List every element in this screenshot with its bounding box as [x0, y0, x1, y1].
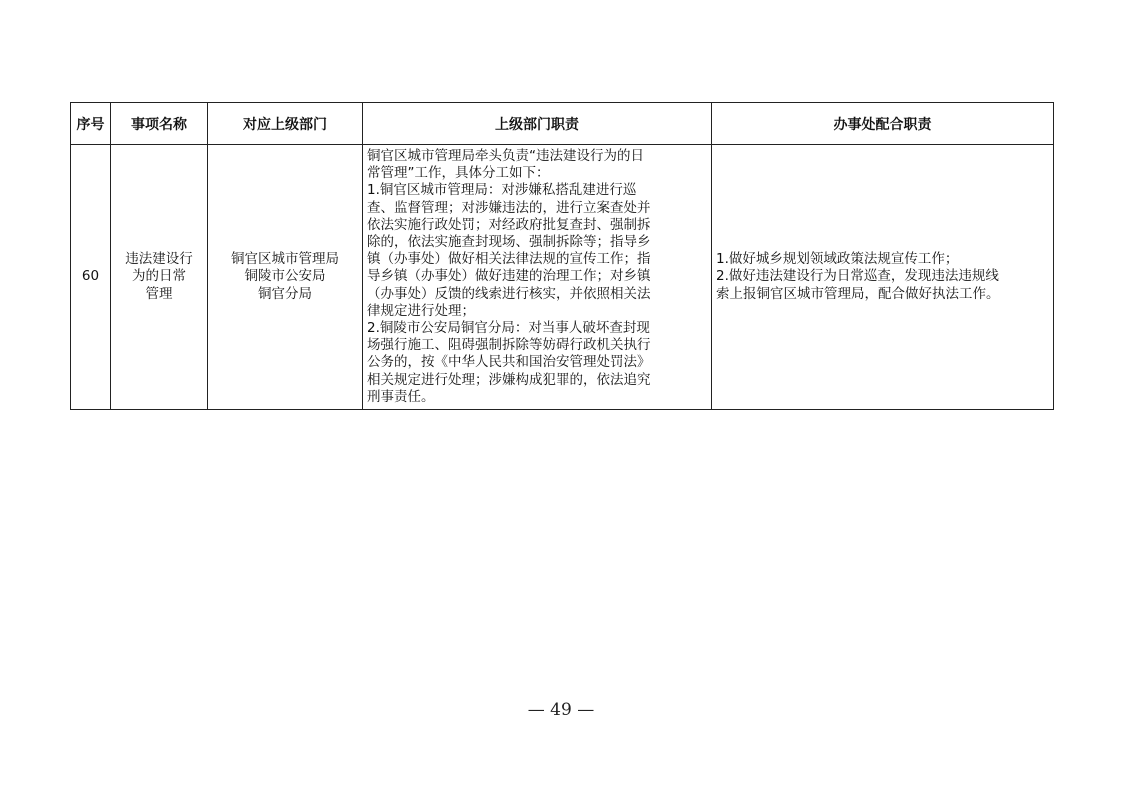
superior-duty-line: 铜官区城市管理局牵头负责“违法建设行为的日 [367, 148, 644, 164]
header-office-duty: 办事处配合职责 [712, 103, 1054, 145]
cell-seq: 60 [71, 145, 111, 410]
superior-duty-line: 依法实施行政处罚；对经政府批复查封、强制拆 [367, 216, 651, 233]
item-name-line: 管理 [145, 285, 173, 302]
superior-duty-line: 常管理”工作，具体分工如下： [367, 165, 550, 182]
superior-duty-line: 公务的，按《中华人民共和国治安管理处罚法》 [367, 354, 651, 371]
superior-duty-line: 1.铜官区城市管理局：对涉嫌私搭乱建进行巡 [367, 182, 637, 199]
dept-line: 铜官分局 [258, 285, 312, 302]
cell-item-name [111, 145, 208, 410]
dept-line: 铜陵市公安局 [244, 268, 326, 285]
superior-duty-line: 刑事责任。 [367, 388, 435, 405]
office-duty-line: 2.做好违法建设行为日常巡查，发现违法违规线 [716, 268, 999, 285]
office-duty-line: 1.做好城乡规划领域政策法规宣传工作； [716, 251, 959, 268]
header-superior-duty: 上级部门职责 [363, 103, 712, 145]
table-header-row [71, 103, 1054, 145]
superior-duty-line: 律规定进行处理； [367, 302, 475, 319]
table-row [71, 145, 1054, 410]
item-name-line: 为的日常 [132, 268, 186, 285]
dept-line: 铜官区城市管理局 [231, 251, 339, 268]
superior-duty-line: 2.铜陵市公安局铜官分局：对当事人破坏查封现 [367, 320, 650, 337]
superior-duty-line: 除的，依法实施查封现场、强制拆除等；指导乡 [367, 234, 651, 251]
superior-duty-line: 镇（办事处）做好相关法律法规的宣传工作；指 [367, 251, 651, 268]
cell-office-duty [712, 145, 1054, 410]
superior-duty-line: 相关规定进行处理；涉嫌构成犯罪的，依法追究 [367, 371, 651, 388]
header-dept: 对应上级部门 [208, 103, 363, 145]
superior-duty-line: 查、监督管理；对涉嫌违法的，进行立案查处并 [367, 199, 651, 216]
duty-table [70, 102, 1054, 410]
office-duty-line: 索上报铜官区城市管理局，配合做好执法工作。 [716, 285, 1000, 302]
superior-duty-line: 场强行施工、阻碍强制拆除等妨碍行政机关执行 [367, 337, 651, 354]
superior-duty-line: （办事处）反馈的线索进行核实，并依照相关法 [367, 285, 651, 302]
item-name-line: 违法建设行 [125, 251, 193, 268]
header-item-name: 事项名称 [111, 103, 208, 145]
header-seq: 序号 [71, 103, 111, 145]
superior-duty-line: 导乡镇（办事处）做好违建的治理工作；对乡镇 [367, 268, 651, 285]
page-number: — 49 — [527, 700, 595, 720]
cell-superior-duty [363, 145, 712, 410]
cell-dept [208, 145, 363, 410]
